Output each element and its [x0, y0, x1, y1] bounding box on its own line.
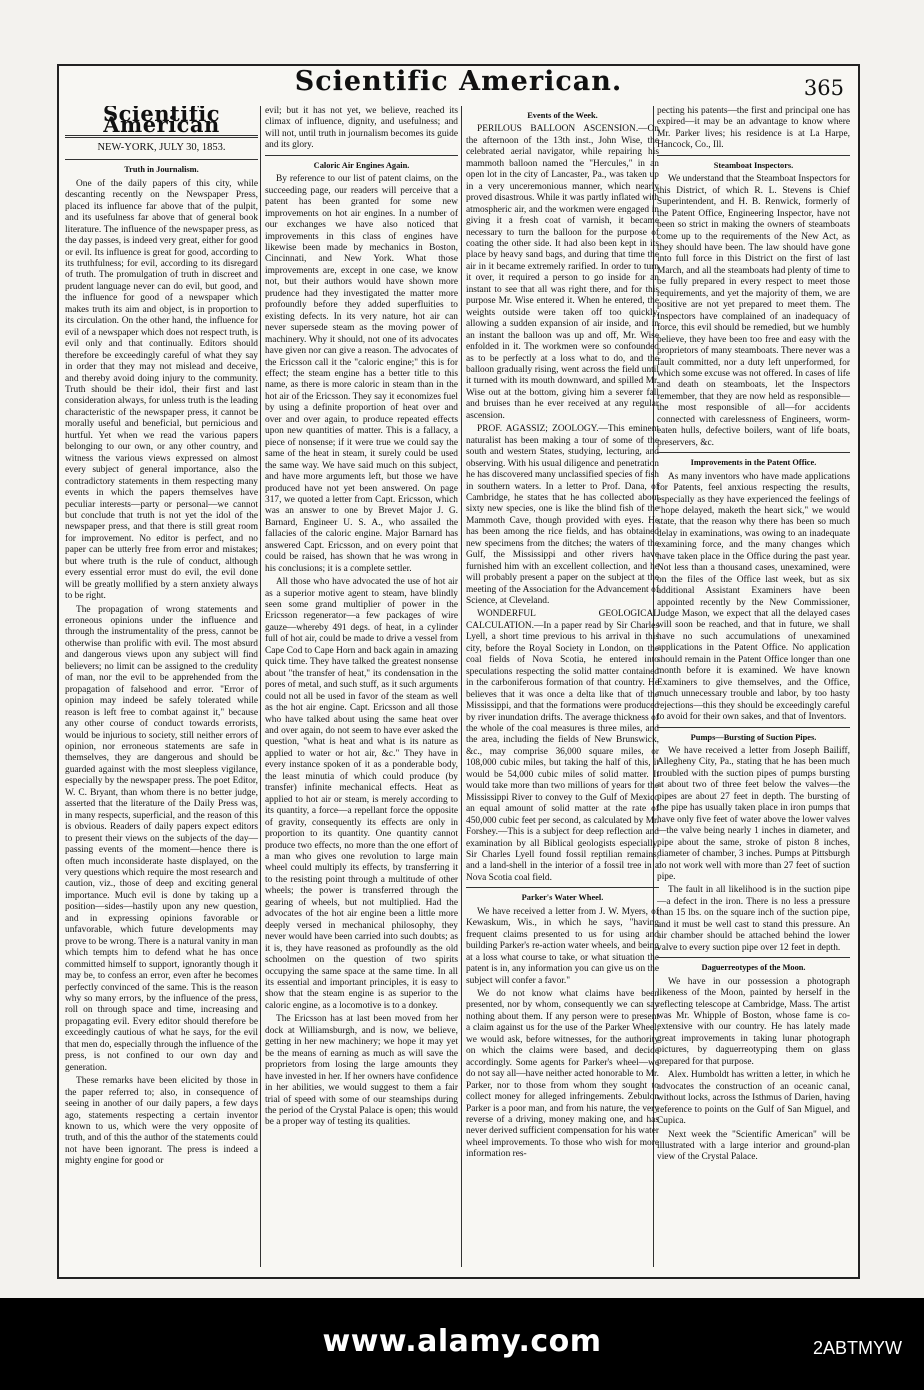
article-paragraph: PERILOUS BALLOON ASCENSION.—On the afternoon of the 13th inst., John Wise, the celebrated aerial navigator, while repairing his mammoth balloon named the "Hercules," in an open lot in the city of Lancaster, Pa., was taken up in a very unceremonious manner, which nearly proved disastrous. While it was partly inflated with atmospheric air, and the workmen were engaged in giving it a fresh coat of varnish, it became necessary to turn the balloon for the purpose of coating the other side. It had also been kept in its place by heavy sand bags, and during that time the air in it became extremely rarified. In order to turn it over, it required a person to go inside for an instant to see that all was right there, and for this purpose Mr. Wise entered it. When he entered, the weights outside were taken off too quickly, allowing a sudden expansion of air inside, and in an instant the balloon was up and off, Mr. Wise enfolded in it. The workmen were so confounded as to be perfectly at a loss what to do, and the balloon gradually rising, went across the field until it turned with its mouth downward, and spilled Mr. Wise out at the bottom, giving him a severer fall and bruises than he ever received at any regular ascension.: [466, 124, 659, 421]
article-paragraph: All those who have advocated the use of hot air as a superior motive agent to steam, have blindly seen some grand multiplier of power in the Ericsson regenerator—a few packages of wire gauze—whereby 491 degs. of heat, in a cylinder full of hot air, could be made to drive a vessel from Cape Cod to Cape Horn and back again in amazing quick time. They have talked the greatest nonsense about "the transfer of heat," its condensation in the pores of metal, and such stuff, as it such arguments could not all be used in favor of the steam as well as the hot air engine. Capt. Ericsson and all those who have talked about using the same heat over and over again, do not seem to have ever asked the question, "what is heat and what is its nature as applied to water or hot air, &c." They have in every instance spoken of it as a ponderable body, the least minutia of which could produce (by transfer) infinite mechanical effects. Heat as applied to hot air or steam, is merely according to its quantity, a force—a repellant force the opposite of gravity, consequently its effects are only in proportion to its quantity. One quantity cannot produce two effects, no more than the one effort of a man who gives one revolution to large main wheel could multiply its effects, by transferring it to the resisting point through a multitude of other wheels; the power is transferred through the gearing of wheels, but not multiplied. Had the advocates of the hot air engine been a little more deeply versed in mechanical philosophy, they never would have been carried into such doubts; as it is, they have reasoned as profoundly as the old schoolmen on the question of two spirits occupying the same space at the same time. In all its essential and important principles, it is easy to show that the steam engine is as superior to the caloric engine, as a locomotive is to a donkey.: [265, 577, 458, 1011]
column-3: [466, 106, 659, 1269]
article-paragraph: We do not know what claims have been presented, nor by whom, consequently we can say nothing about them. If any person were to present a claim against us for the use of the Parker Wheel, we would ask, before witnesses, for the authority on which the claims were based, and decide accordingly. Some agents for Parker's wheel—we do not say all—have neither acted honorable to Mr. Parker, nor to those from whom they sought to collect money for alleged infringements. Zebulon Parker is a poor man, and from his nature, the very reverse of a driving, money making one, and has never derived sufficient compensation for his water wheel improvements. To those who wish for more information res-: [466, 988, 659, 1160]
column-1: [65, 106, 258, 1269]
article-paragraph: We have in our possession a photograph likeness of the Moon, painted by herself in the reflecting telescope at Cambridge, Mass. The artist was Mr. Whipple of Boston, whose fame is co-extensive with our country. He has lately made great improvements in taking lunar photograph pictures, by daguerreotyping them on glass prepared for that purpose.: [657, 976, 850, 1067]
dateline: NEW-YORK, JULY 30, 1853.: [97, 141, 226, 153]
article-paragraph: As many inventors who have made applications for Patents, feel anxious respecting the results, especially as they have experienced the feelings of "hope delayed, maketh the heart sick," we would state, that the reason why there has been so much delay in examinations, was owing to an inadequate examining force, and the many changes which have taken place in the Office during the past year. Not less than a thousand cases, unexamined, were on the files of the Office last week, but as six additional Assistant Examiners have been appointed recently by the New Commissioner, Judge Mason, we expect that all the delayed cases will soon be reached, and that in future, we shall have no such accumulations of unexamined applications in the Patent Office. No application should remain in the Patent Office longer than one month before it is examined. We have known Examiners to give themselves, and the Office, much unnecessary trouble and labor, by too hasty rejections—this they should be exceedingly careful to avoid for their own sakes, and that of Inventors.: [657, 471, 850, 723]
divider: [657, 957, 850, 958]
article-heading-steamboat-inspectors: Steamboat Inspectors.: [713, 160, 794, 170]
article-paragraph: These remarks have been elicited by those in the paper referred to; also, in consequence of seeing in another of our daily papers, a few days ago, statements respecting a certain inventor known to us, which were the very opposite of truth, and of this the author of the statements could not have been ignorant. The press is indeed a mighty engine for good or: [65, 1076, 258, 1167]
article-paragraph: We understand that the Steamboat Inspectors for this District, of which R. L. Stevens is Chief Superintendent, and H. B. Renwick, formerly of the Patent Office, Engineering Inspector, have not been so strict in making the owners of steamboats come up to the requirements of the New Act, as they should have been. The law should have gone into full force in this District on the first of last March, and all the steamboats had plenty of time to be fully prepared in every respect to meet those requirements, and yet the majority of them, we are positive are not yet prepared to meet them. The Inspectors have complained of an inadequacy of force, this evil should be remedied, but we humbly believe, they have been too free and easy with the proprietors of many steamboats. There never was a fault committed, nor a duty left unperformed, for which some excuse was not offered. In cases of life and death on steamboats, let the Inspectors remember, that they are now held as responsible—the most responsible of all—for accidents connected with carelessness of Engineers, worm-eaten hulls, defective boilers, want of life boats, preservers, &c.: [657, 174, 850, 448]
article-heading-suction-pipes: Pumps—Bursting of Suction Pipes.: [690, 732, 817, 742]
divider: [657, 727, 850, 728]
article-paragraph: PROF. AGASSIZ; ZOOLOGY.—This eminent naturalist has been making a tour of some of the south and western States, studying, lecturing, and observing. With his usual diligence and penetration he has discovered many unclassified species of fish in southern waters. In a letter to Prof. Dana, of Cambridge, he states that he has collected about sixty new species, one is like the blind fish of the Mammoth Cave, though provided with eyes. He has been among the rice fields, and has obtained new specimens from the ditches; the waters of the Gulf, the Mississippi and other rivers have furnished him with an excellent collection, and he will probably present a paper on the subject at the meeting of the Association for the Advancement of Science, at Cleveland.: [466, 424, 659, 607]
watermark-text: www.alamy.com: [322, 1324, 602, 1359]
article-paragraph: WONDERFUL GEOLOGICAL CALCULATION.—In a paper read by Sir Charles Lyell, a short time previous to his arrival in this city, before the Royal Society in London, on the coal fields of Nova Scotia, he entered into speculations respecting the solid matter contained in the carboniferous formation of that country. He believes that it was once a delta like that of the Mississippi, and that the formations were produced by river inundation drifts. The average thickness of the whole of the coal measures is three miles, and the area, including the fields of New Brunswick, &c., may comprise 36,000 square miles, or 108,000 cubic miles, but taking the half of this, it would be 54,000 cubic miles of solid matter. It would take more than two millions of years for the Mississippi River to convey to the Gulf of Mexico an equal amount of solid matter at the rate of 450,000 cubic feet per second, as calculated by Mr. Forshey.—This is a subject for deep reflection and examination by all Biblical geologists especially. Sir Charles Lyell found fossil reptilian remains, and a land-shell in the interior of a fossil tree in a Nova Scotia coal field.: [466, 609, 659, 883]
article-paragraph: One of the daily papers of this city, while descanting recently on the Newspaper Press, placed its influence far above that of the pulpit, and its usefulness far above that of general book literature. The influence of the newspaper press, as the day passes, is indeed very great, either for good or evil. Its influence is great for good, according to its truthfulness; for evil, according to its disregard of truth. The promulgation of truth in discreet and prudent language never can do evil, but good, and the influence for good of a newspaper which makes truth its aim and object, is in proportion to its circulation. On the other hand, the influence for evil of a newspaper which does not respect truth, is evil only and that continually. Editors should therefore be exceedingly careful of what they say in order that they may not mislead and deceive, and thereby avoid doing injury to the community. Truth should be their idol, their first and last consideration always, for unless truth is the leading characteristic of the newspaper press, it cannot be morally useful and beneficial, but pernicious and hurtful. Yet when we read the various papers belonging to our own, or any other country, and witness the various views expressed on almost every subject of general importance, also the contradictory statements in them respecting many events in which the papers themselves have peculiar interests—party or personal—we cannot but conclude that truth is not yet the idol of the newspaper press, and that there is still great room for improvement. No editor is perfect, and no paper can be utterly free from error and mistakes; but where truth is the rule of conduct, although every essential error must do evil, the evil done will be greatly mollified by a stern anxiety always to be right.: [65, 178, 258, 602]
divider: [265, 155, 458, 156]
article-paragraph: The propagation of wrong statements and erroneous opinions under the influence and through the instrumentality of the press, cannot be otherwise than prolific with evil. The most absurd and dangerous views upon any subject will find believers; no limit can be assigned to the credulity of man, nor the evil to be apprehended from the propagation of falsehood and error. "Error of opinion may indeed be safely tolerated while reason is left free to combat against it," because any other course of conduct towards errorists, would be injurious to society, still neither errors of opinion, nor erroneous statements are safe in themselves, they are dangerous and should be guarded against with the most sleepless vigilance, especially by the newspaper press. The poet Editor, W. C. Bryant, than whom there is no better judge, asserted that the literature of the Daily Press was, in many respects, superficial, and the reason of this is obvious. Readers of daily papers expect editors to present their views on the subjects of the day—passing events of the moment—hence there is often much inconsiderate haste displayed, on the very questions which require the most research and caution, viz., those of deep and exciting general importance. Much evil is done by taking up a position—sides—hastily upon any new question, and in expressing opinions favorable or unfavorable, which future developments may prove to be wrong. There is a natural vanity in man which tempts him to defend what he has once committed himself to support, ignorantly though it may be, to confess an error, even after he becomes perfectly convinced of the same. This is the reason why so many errors, by the influence of the press, roll on through space and time, increasing and propagating evil. Every editor should therefore be exceedingly cautious of what he says, for the evil that men do, especially through the influence of the press, is not confined to our own day and generation.: [65, 604, 258, 1073]
article-heading-events-of-the-week: Events of the Week.: [527, 111, 598, 120]
divider: [466, 887, 659, 888]
article-paragraph: The fault in all likelihood is in the suction pipe—a defect in the iron. There is no less a pressure than 15 lbs. on the square inch of the suction pipe, and it must be well cast to stand this pressure. An air chamber should be attached behind the lower valve to every suction pipe over 12 feet in depth.: [657, 885, 850, 953]
article-paragraph: Next week the "Scientific American" will be illustrated with a large interior and ground-plan view of the Crystal Palace.: [657, 1129, 850, 1163]
column-2: [265, 106, 458, 1269]
page-number: 365: [803, 76, 844, 100]
article-heading-parkers-water-wheel: Parker's Water Wheel.: [521, 893, 604, 903]
column-rule: [260, 106, 261, 1267]
article-paragraph: pecting his patents—the first and principal one has expired—it may be an advantage to know where Mr. Parker lives; his residence is at La Harpe, Hancock, Co., Ill.: [657, 106, 850, 151]
divider: [65, 159, 258, 160]
running-title: Scientific American.: [294, 66, 623, 97]
article-paragraph: By reference to our list of patent claims, on the succeeding page, our readers will perceive that a patent has been granted for some new improvements on hot air engines. In a number of our exchanges we have also noticed that improvements in this class of engines have likewise been made by mechanics in Boston, Cincinnati, and New York. What those improvements are, except in one case, we know not, but their authors would have shown more prudence had they investigated the matter more profoundly before they added superfluities to existing defects. In its very nature, hot air can never supersede steam as the moving power of machinery. Why it should, not one of its advocates have given nor can give a reason. The advocates of the Ericsson call it the "caloric engine;" this is for effect; the steam engine has a better title to this name, as there is more caloric in steam than in the hot air of the Ericsson. They say it economizes fuel by using a definite proportion of heat over and over and over again, to produce repeated effects upon new quantities of matter. This is a fallacy, a piece of nonsense; if it were true we could say the same of the heat in steam, it surely could be used the same way. We have said much on this subject, and have more arguments left, but those we have produced have not yet been answered. On page 317, we quoted a letter from Capt. Ericsson, which was an answer to one by Brevet Major J. G. Barnard, Engineer U. S. A., who assailed the fallacies of the caloric engine. Major Barnard has answered Capt. Ericsson, and on every point that could be raised, has shown that he was wrong in his conclusions; it is a complete settler.: [265, 174, 458, 574]
article-heading-caloric-air-engines: Caloric Air Engines Again.: [313, 160, 410, 170]
masthead-title: Scientific American: [102, 106, 221, 138]
column-rule: [461, 106, 462, 1267]
divider: [657, 155, 850, 156]
article-paragraph: We have received a letter from J. W. Myers, of Kewaskum, Wis., in which he says, "having frequent claims presented to us for using and building Parker's re-action water wheels, and being at a loss what course to take, or what situation the patent is in, any information you can give us on the subject will confer a favor.": [466, 906, 659, 986]
newspaper-page: [57, 64, 860, 1279]
article-paragraph: evil; but it has not yet, we believe, reached its climax of influence, dignity, and usefulness; and will not, until truth in journalism becomes its guide and its glory.: [265, 106, 458, 151]
article-heading-patent-office: Improvements in the Patent Office.: [690, 458, 817, 468]
article-paragraph: Alex. Humboldt has written a letter, in which he advocates the construction of an oceanic canal, without locks, across the Isthmus of Darien, having reference to points on the Gulf of San Miguel, and Cupica.: [657, 1070, 850, 1127]
article-paragraph: The Ericsson has at last been moved from her dock at Williamsburgh, and is now, we believe, getting in her new machinery; we hope it may yet be the means of earning as much as will save the proprietors from losing the large amounts they have invested in her. If her owners have confidence in her abilities, we would suggest to them a fair trial of speed with some of our steamships during the period of the Crystal Palace is open; this would be a proper way of testing its qualities.: [265, 1014, 458, 1128]
article-paragraph: We have received a letter from Joseph Bailiff, Allegheny City, Pa., stating that he has been much troubled with the suction pipes of pumps bursting at about two of three feet below the valves—the pipes are about 27 feet in depth. The bursting of the pipe has usually taken place in iron pumps that have only five feet of water above the lower valves—the valve being nearly 1 inches in diameter, and pipe about the same, stroke of piston 8 inches, diameter of chamber, 3 inches. Pumps at Pittsburgh do not work well with more than 27 feet of suction pipe.: [657, 746, 850, 882]
column-4: [657, 106, 850, 1269]
article-heading-truth-in-journalism: Truth in Journalism.: [124, 165, 199, 175]
watermark-banner: [0, 1298, 924, 1390]
watermark-image-id: 2ABTMYW: [812, 1338, 902, 1358]
article-heading-daguerreotypes-moon: Daguerreotypes of the Moon.: [701, 963, 806, 973]
divider: [657, 452, 850, 453]
